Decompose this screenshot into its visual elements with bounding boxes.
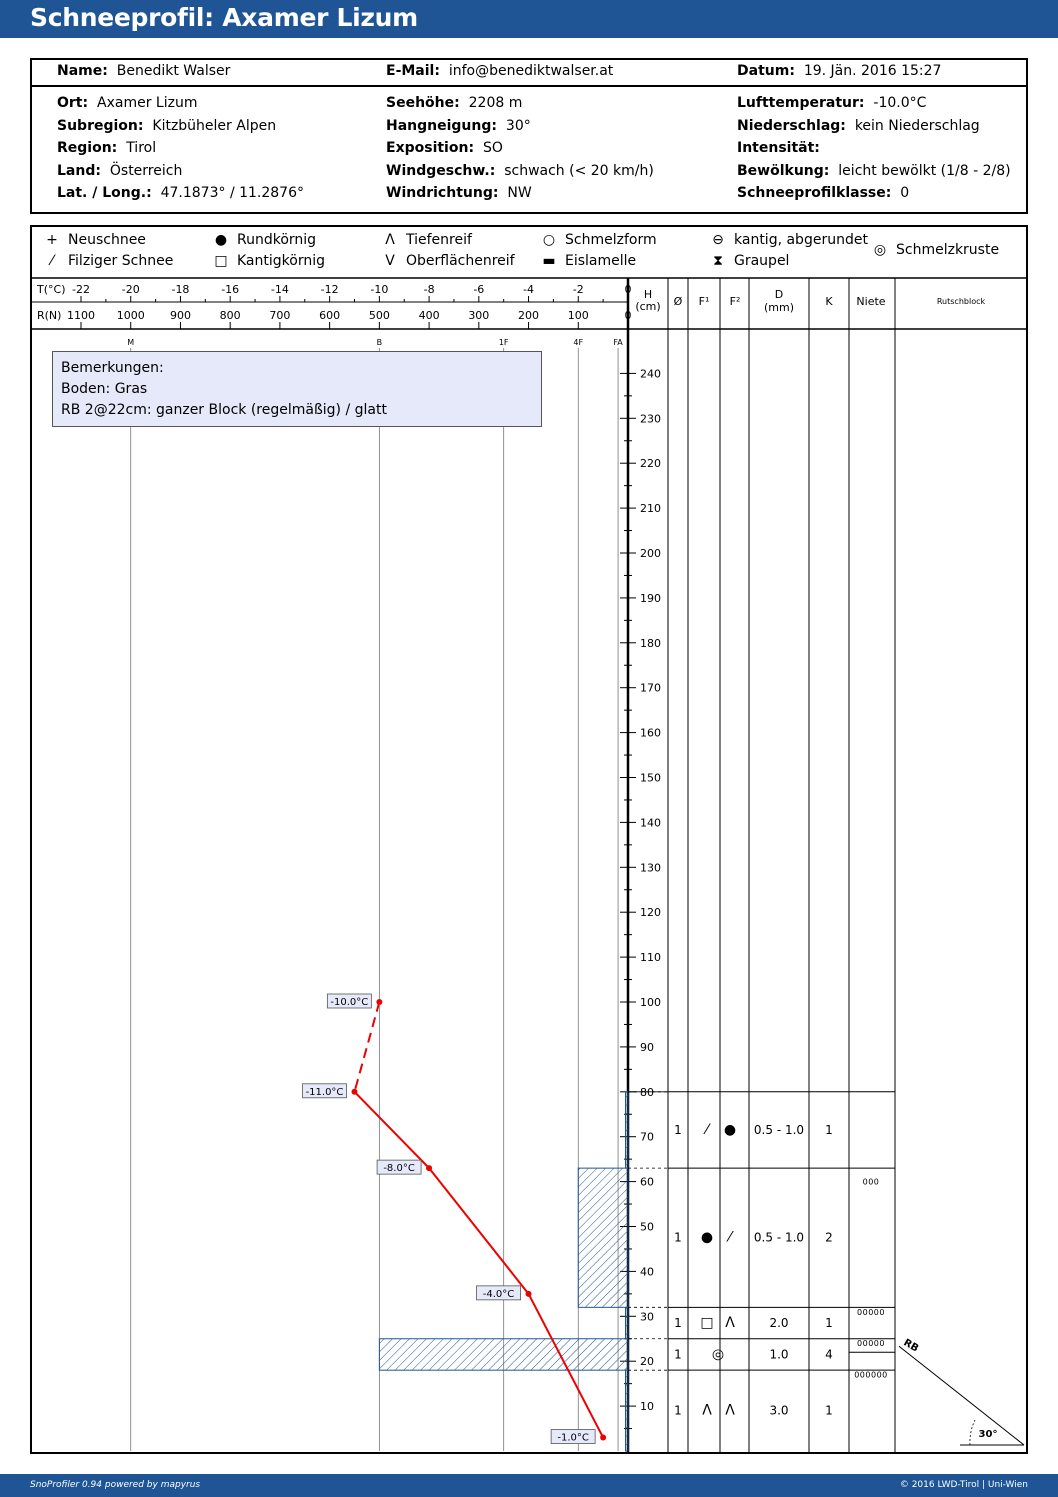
header-date: Datum: 19. Jän. 2016 15:27	[737, 63, 942, 79]
height-tick-label: 80	[640, 1085, 654, 1099]
layer-hardness: 4	[825, 1347, 833, 1362]
resistance-tick-label: 700	[269, 309, 291, 322]
layer-moisture: 1	[674, 1122, 682, 1137]
legend-symbol-icon: ◎	[873, 242, 887, 258]
remarks-box	[52, 351, 542, 427]
legend-label: Kantigkörnig	[237, 253, 325, 269]
grain-size-header: D	[774, 288, 784, 301]
legend-symbol-icon: Λ	[385, 232, 395, 248]
height-tick-label: 10	[640, 1400, 654, 1414]
legend-symbol-icon: ⊖	[712, 232, 724, 248]
layer-grain-form-2: Λ	[725, 1315, 735, 1332]
niete-marker: 000	[862, 1177, 880, 1187]
resistance-tick-label: 0	[624, 309, 632, 322]
legend-label: Graupel	[734, 253, 790, 269]
meta-field: Windrichtung: NW	[386, 185, 532, 201]
resistance-tick-label: 800	[219, 309, 241, 322]
meta-field: Niederschlag: kein Niederschlag	[737, 117, 980, 134]
height-tick-label: 170	[640, 681, 661, 695]
layer-grain-size: 2.0	[769, 1316, 789, 1331]
temperature-segment	[355, 1002, 380, 1092]
temperature-segment	[429, 1168, 528, 1294]
legend-label: Tiefenreif	[406, 232, 472, 248]
layer-grain-size: 0.5 - 1.0	[753, 1230, 805, 1245]
temperature-tick-label: -12	[320, 283, 339, 296]
layer-grain-form-1: ⁄	[705, 1121, 709, 1138]
snow-layer-bar	[626, 1307, 628, 1338]
resistance-tick-label: 200	[518, 309, 540, 322]
header-name: Name: Benedikt Walser	[57, 63, 231, 79]
resistance-tick-label: 900	[169, 309, 191, 322]
temperature-tick-label: -22	[72, 283, 90, 296]
resistance-tick-label: 1000	[116, 309, 145, 322]
meta-field: Region: Tirol	[57, 140, 157, 156]
legend-label: Schmelzform	[565, 232, 657, 248]
meta-field: Schneeprofilklasse: 0	[737, 185, 910, 201]
height-tick-label: 190	[640, 591, 661, 605]
layer-moisture: 1	[674, 1347, 682, 1362]
snow-layer-bar	[578, 1168, 628, 1307]
layer-grain-form-2: Λ	[725, 1402, 735, 1419]
temperature-point	[376, 999, 382, 1005]
height-tick-label: 90	[640, 1040, 654, 1054]
temperature-tick-label: -4	[523, 283, 535, 296]
page-title: Schneeprofil: Axamer Lizum	[30, 3, 418, 32]
height-tick-label: 220	[640, 457, 661, 471]
grain-form-2-header: F²	[729, 295, 741, 308]
legend-label: kantig, abgerundet	[734, 232, 868, 248]
layer-moisture: 1	[674, 1316, 682, 1331]
layer-grain-size: 1.0	[769, 1347, 789, 1362]
layer-hardness: 1	[825, 1403, 833, 1418]
temperature-tick-label: 0	[624, 283, 632, 296]
legend-label: Oberflächenreif	[406, 253, 515, 269]
temperature-point	[526, 1291, 532, 1297]
header-email: E-Mail: info@benediktwalser.at	[386, 63, 614, 79]
height-tick-label: 100	[640, 996, 661, 1009]
meta-field: Seehöhe: 2208 m	[386, 95, 523, 111]
resistance-tick-label: 600	[319, 309, 341, 322]
footer-copyright: © 2016 LWD-Tirol | Uni-Wien	[899, 1480, 1028, 1490]
resistance-axis-label: R(N)	[37, 309, 62, 322]
legend-symbol-icon: ●	[214, 232, 228, 248]
height-tick-label: 180	[640, 636, 661, 650]
layer-grain-size: 3.0	[769, 1403, 789, 1418]
niete-marker: 00000	[857, 1339, 885, 1349]
layer-hardness: 1	[825, 1122, 833, 1137]
temperature-segment	[355, 1092, 430, 1168]
hardness-label: 1F	[498, 338, 509, 347]
height-tick-label: 160	[640, 726, 661, 740]
temperature-point	[426, 1165, 432, 1171]
rutschblock-label: RB	[901, 1337, 921, 1355]
layer-hardness: 1	[825, 1316, 833, 1331]
temperature-label: -11.0°C	[305, 1086, 344, 1098]
meta-field: Bewölkung: leicht bewölkt (1/8 - 2/8)	[737, 162, 1011, 179]
temperature-point	[600, 1435, 606, 1441]
temperature-tick-label: -6	[473, 283, 485, 296]
height-tick-label: 200	[640, 547, 661, 560]
layer-grain-form-2: ⁄	[728, 1229, 732, 1246]
meta-field: Intensität:	[737, 140, 820, 156]
height-axis-unit: (cm)	[635, 300, 661, 313]
temperature-tick-label: -20	[121, 283, 140, 296]
legend-symbol-icon: ⁄	[50, 253, 54, 269]
layer-moisture: 1	[674, 1230, 682, 1245]
layer-grain-form-2: ●	[723, 1121, 737, 1138]
footer-software: SnoProfiler 0.94 powered by mapyrus	[30, 1480, 201, 1490]
height-tick-label: 130	[640, 861, 661, 875]
niete-column-header: Niete	[856, 295, 886, 308]
layer-grain-form-1: ●	[700, 1229, 714, 1246]
temperature-tick-label: -8	[423, 283, 435, 296]
temperature-label: -1.0°C	[557, 1432, 589, 1444]
grain-size-unit: (mm)	[763, 301, 795, 314]
hardness-label: B	[376, 338, 383, 347]
temperature-tick-label: -2	[572, 283, 584, 296]
resistance-tick-label: 300	[468, 309, 490, 322]
hardness-label: FA	[613, 338, 623, 347]
hardness-label: 4F	[573, 338, 584, 347]
height-tick-label: 20	[640, 1355, 654, 1369]
moisture-column-header: Ø	[673, 295, 683, 308]
grain-form-1-header: F¹	[698, 295, 710, 308]
height-tick-label: 50	[640, 1220, 654, 1234]
rutschblock-slope	[899, 1346, 1024, 1445]
legend-symbol-icon: V	[385, 253, 395, 269]
legend-symbol-icon: ⧗	[713, 253, 723, 269]
height-tick-label: 140	[640, 816, 661, 830]
legend-symbol-icon: ○	[542, 232, 556, 248]
height-tick-label: 150	[640, 771, 661, 785]
temperature-label: -10.0°C	[330, 997, 369, 1008]
layer-grain-form-1: ◎	[711, 1346, 725, 1363]
rutschblock-angle-arc	[970, 1420, 975, 1445]
temperature-label: -8.0°C	[383, 1163, 415, 1175]
rutschblock-area	[895, 1352, 1024, 1445]
temperature-tick-label: -14	[270, 283, 289, 296]
legend-label: Rundkörnig	[237, 232, 317, 248]
layer-grain-form-1: □	[700, 1315, 714, 1332]
layer-hardness: 2	[825, 1230, 833, 1245]
resistance-tick-label: 1100	[67, 309, 95, 322]
height-tick-label: 70	[640, 1130, 654, 1144]
meta-field: Ort: Axamer Lizum	[57, 95, 198, 111]
remarks-rb: RB 2@22cm: ganzer Block (regelmäßig) / glatt	[61, 402, 387, 418]
hardness-label: M	[127, 338, 135, 347]
hardness-column-header: K	[825, 295, 833, 308]
rutschblock-column-header: Rutschblock	[936, 297, 986, 306]
remarks-ground: Boden: Gras	[61, 381, 148, 397]
height-tick-label: 60	[640, 1175, 654, 1189]
height-tick-label: 30	[640, 1310, 654, 1324]
resistance-tick-label: 400	[418, 309, 440, 322]
height-tick-label: 40	[640, 1265, 654, 1279]
temperature-tick-label: -10	[370, 283, 389, 296]
meta-field: Exposition: SO	[386, 140, 503, 156]
height-tick-label: 230	[640, 412, 661, 426]
resistance-tick-label: 100	[567, 309, 589, 322]
temperature-tick-label: -18	[171, 283, 190, 296]
temperature-axis-label: T(°C)	[37, 283, 66, 296]
niete-marker: 000000	[854, 1370, 888, 1380]
legend-symbol-icon: □	[214, 253, 228, 269]
height-tick-label: 120	[640, 906, 661, 920]
layer-moisture: 1	[674, 1403, 682, 1418]
layer-grain-size: 0.5 - 1.0	[753, 1122, 805, 1137]
snow-layer-bar	[379, 1339, 628, 1370]
rutschblock-angle: 30°	[978, 1429, 998, 1440]
meta-field: Subregion: Kitzbüheler Alpen	[57, 117, 277, 134]
layer-grain-form-1: Λ	[702, 1402, 712, 1419]
legend-symbol-icon: +	[46, 232, 58, 248]
remarks-title: Bemerkungen:	[61, 360, 164, 376]
meta-field: Lufttemperatur: -10.0°C	[737, 95, 927, 111]
temperature-label: -4.0°C	[482, 1288, 515, 1300]
height-tick-label: 240	[640, 367, 661, 381]
resistance-tick-label: 500	[368, 309, 390, 322]
height-tick-label: 110	[640, 951, 661, 965]
meta-field: Land: Österreich	[57, 162, 183, 179]
legend-label: Filziger Schnee	[68, 253, 174, 269]
meta-field: Hangneigung: 30°	[386, 117, 531, 134]
footer	[0, 1474, 1058, 1497]
height-tick-label: 210	[640, 502, 661, 516]
legend-symbol-icon: ▬	[542, 253, 556, 269]
snow-layer-bar	[626, 1092, 628, 1168]
snow-layer-bar	[626, 1370, 628, 1451]
temperature-point	[352, 1089, 358, 1095]
temperature-tick-label: -16	[221, 283, 240, 296]
meta-field: Lat. / Long.: 47.1873° / 11.2876°	[57, 185, 304, 201]
height-axis-title: H	[643, 288, 653, 301]
legend-label: Schmelzkruste	[896, 242, 1000, 258]
meta-field: Windgeschw.: schwach (< 20 km/h)	[386, 162, 654, 179]
legend-label: Neuschnee	[68, 232, 146, 248]
legend-label: Eislamelle	[565, 253, 637, 269]
niete-marker: 00000	[857, 1307, 885, 1317]
